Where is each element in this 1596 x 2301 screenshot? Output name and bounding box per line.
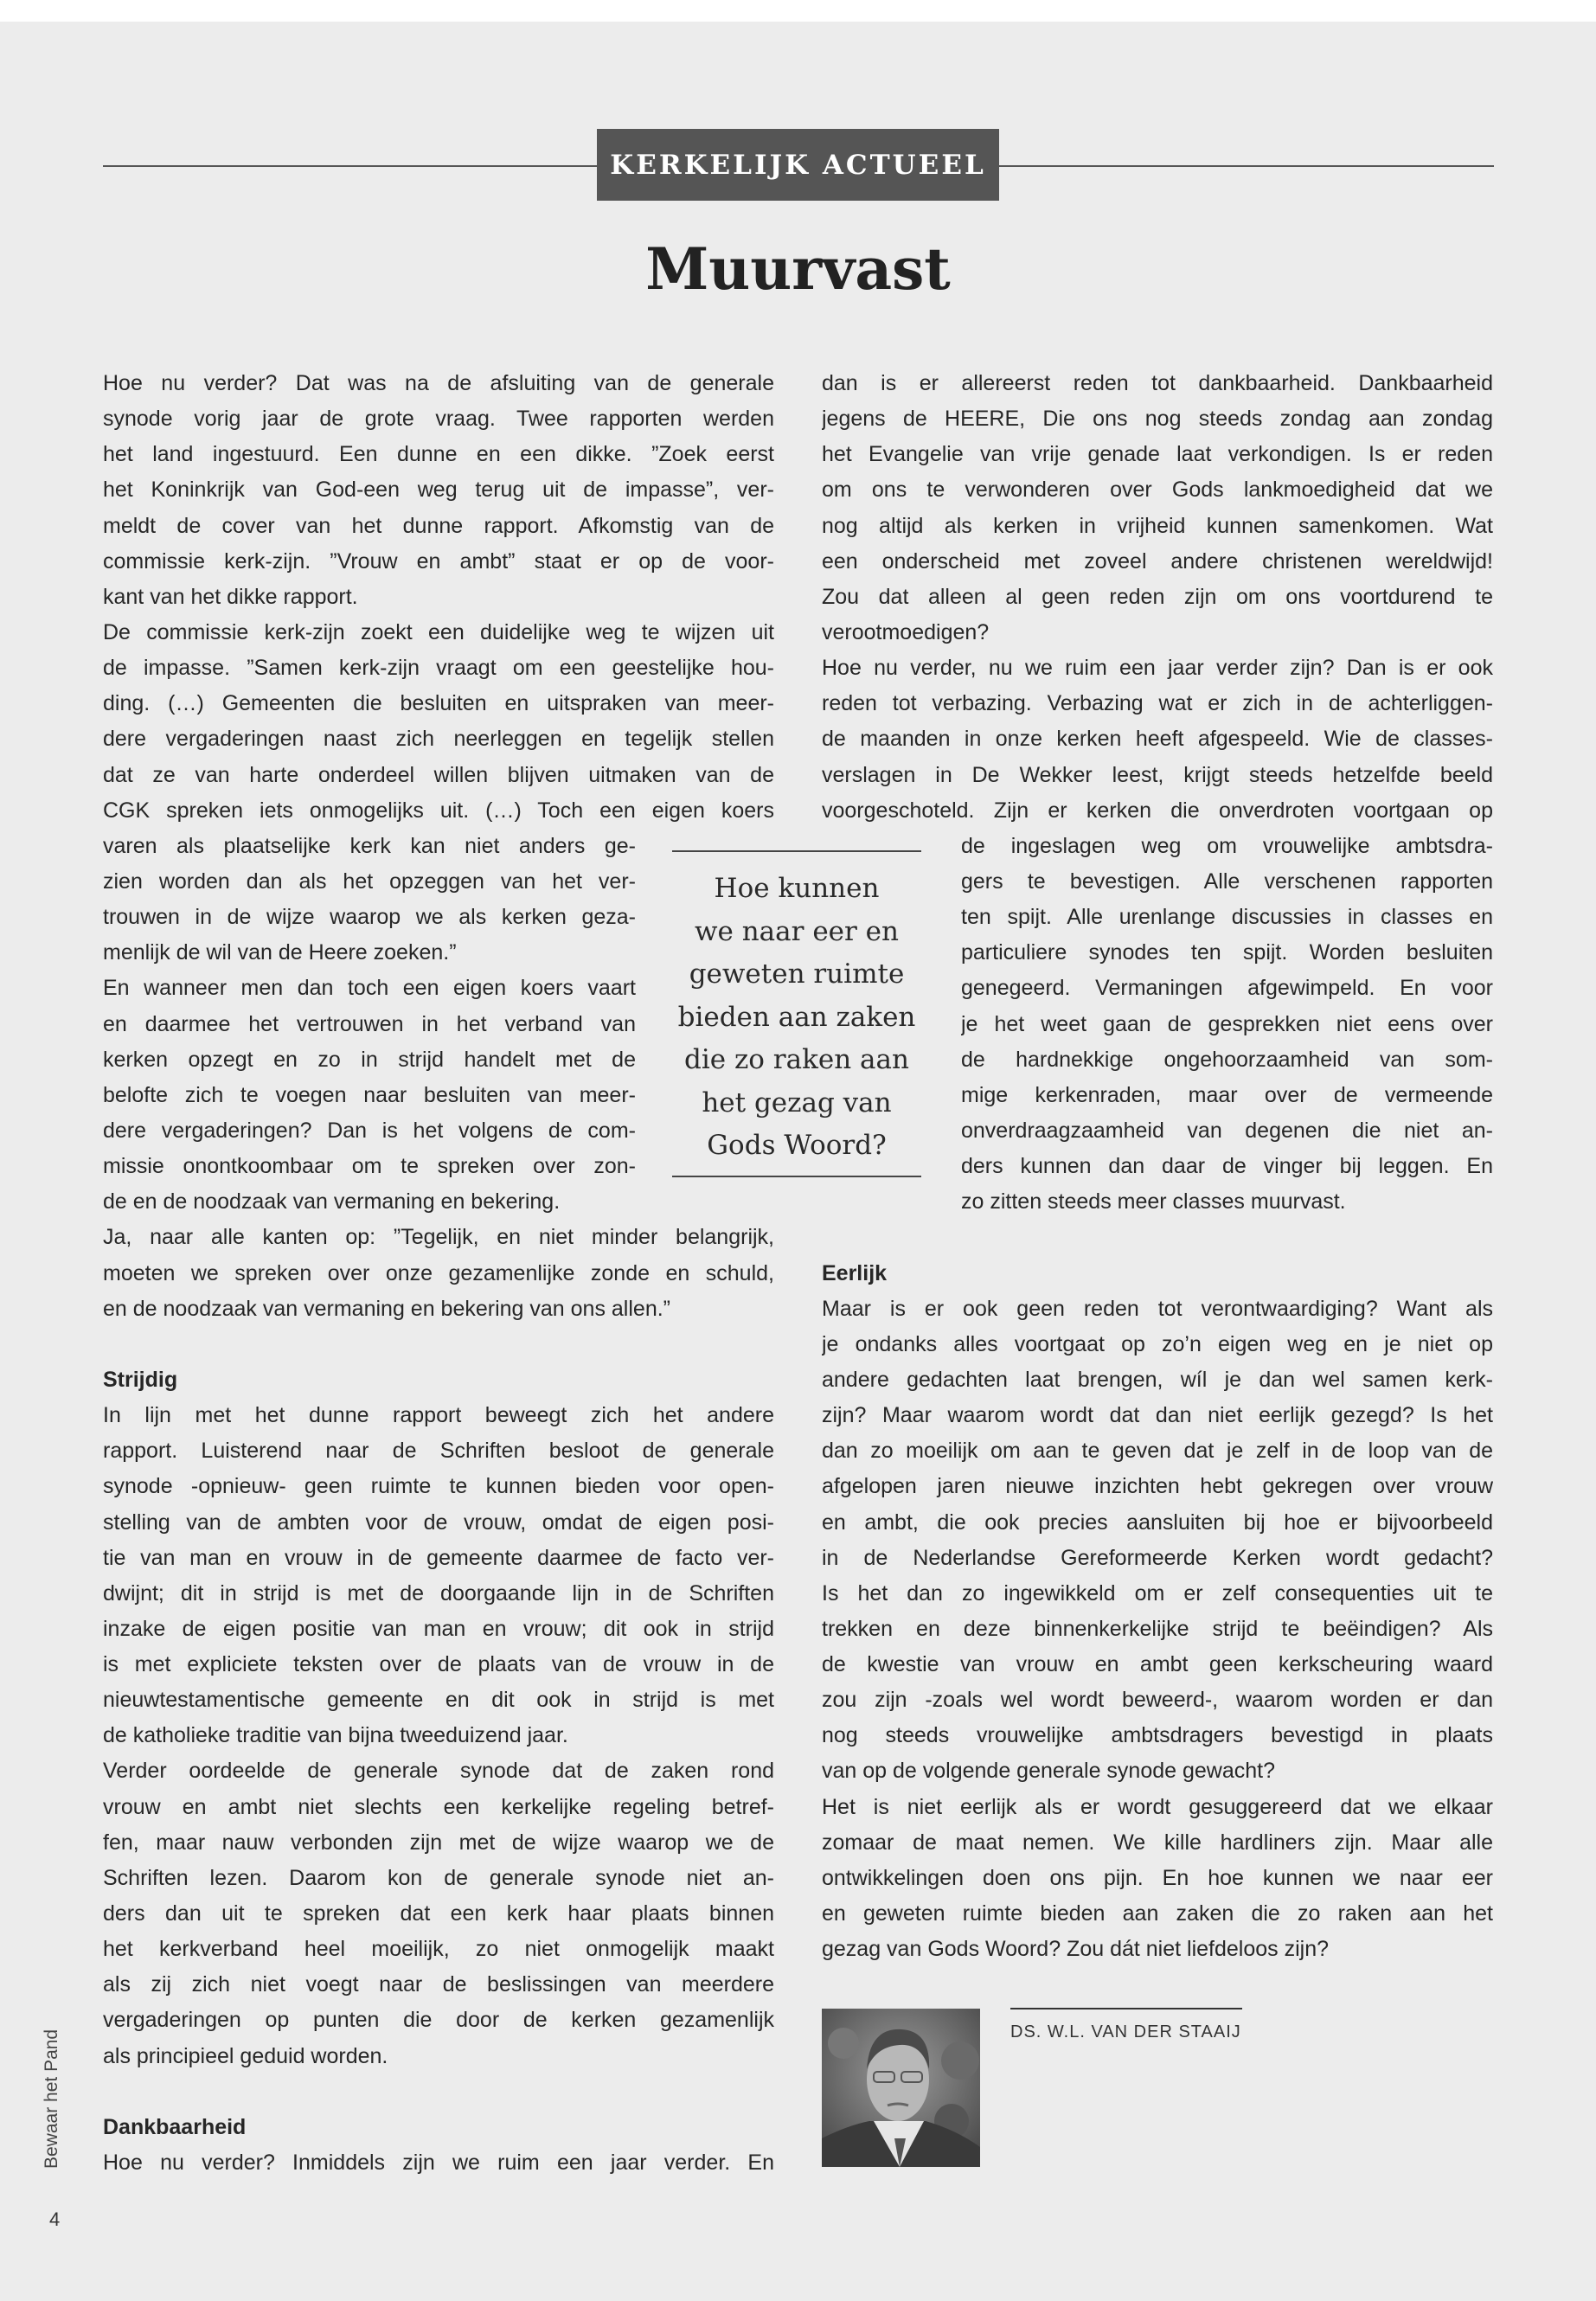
text-line: andere gedachten laat brengen, wíl je dan wel samen kerk- <box>822 1367 1493 1392</box>
text-line: zien worden dan als het opzeggen van het ver- <box>103 868 636 894</box>
text-line: trekken en deze binnenkerkelijke strijd te beëindigen? Als <box>822 1616 1493 1641</box>
text-line: rapport. Luisterend naar de Schriften besloot de generale <box>103 1439 774 1464</box>
text-line: Het is niet eerlijk als er wordt gesuggereerd dat we elkaar <box>822 1794 1493 1819</box>
text-line: Hoe nu verder? Dat was na de afsluiting van de generale <box>103 371 774 395</box>
text-line: gezag van Gods Woord? Zou dát niet liefdeloos zijn? <box>822 1937 1330 1962</box>
article-title: Muurvast <box>645 235 951 303</box>
text-line: als zij zich niet voegt naar de beslissingen van meerdere <box>103 1972 774 1997</box>
text-line: als principieel geduid worden. <box>103 2043 388 2068</box>
pull-quote-line: we naar eer en <box>694 915 899 947</box>
text-line: kant van het dikke rapport. <box>103 584 358 609</box>
text-line: dere vergaderingen naast zich neerleggen en tegelijk stellen <box>103 727 774 752</box>
text-line: CGK spreken iets onmogelijks uit. (…) Toch een eigen koers <box>103 798 774 823</box>
text-line: in de Nederlandse Gereformeerde Kerken wordt gedacht? <box>822 1545 1493 1570</box>
text-line: ders dan uit te spreken dat een kerk haar plaats binnen <box>103 1901 774 1926</box>
text-line: vergaderingen op punten die door de kerken gezamenlijk <box>103 2008 774 2033</box>
text-line: van op de volgende generale synode gewacht? <box>822 1759 1276 1784</box>
text-line: De commissie kerk-zijn zoekt een duidelijke weg te wijzen uit <box>103 619 774 644</box>
pull-quote <box>672 850 921 1177</box>
page-number: 4 <box>49 2208 61 2230</box>
text-line: particuliere synodes ten spijt. Worden besluiten <box>961 940 1493 965</box>
text-line: verootmoedigen? <box>822 619 990 644</box>
text-line: en daarmee het vertrouwen in het verband van <box>103 1011 636 1036</box>
text-line: mige kerkenraden, maar over de vermeende <box>961 1082 1493 1107</box>
text-line: de kwestie van vrouw en ambt geen kerkscheuring waard <box>822 1652 1493 1677</box>
text-line: de en de noodzaak van vermaning en bekering. <box>103 1189 561 1215</box>
text-line: ontwikkelingen doen ons pijn. En hoe kunnen we naar eer <box>822 1865 1493 1890</box>
text-line: het Evangelie van vrije genade laat verkondigen. Is er reden <box>822 442 1493 467</box>
header-rule-right <box>999 165 1494 167</box>
section-heading: Dankbaarheid <box>103 2114 247 2139</box>
text-line: het land ingestuurd. Een dunne en een dikke. ”Zoek eerst <box>103 442 774 467</box>
pull-quote-line: Gods Woord? <box>707 1130 887 1161</box>
text-line: kerken opzegt en zo in strijd handelt met de <box>103 1047 636 1072</box>
pull-quote-line: die zo raken aan <box>684 1044 909 1075</box>
text-line: dan is er allereerst reden tot dankbaarheid. Dankbaarheid <box>822 371 1493 395</box>
side-label: Bewaar het Pand <box>42 2029 61 2169</box>
text-line: synode -opnieuw- geen ruimte te kunnen bieden voor open- <box>103 1474 774 1499</box>
text-line: commissie kerk-zijn. ”Vrouw en ambt” staat er op de voor- <box>103 548 774 574</box>
text-line: vrouw en ambt niet slechts een kerkelijke regeling betref- <box>103 1794 774 1819</box>
text-line: de hardnekkige ongehoorzaamheid van som- <box>961 1047 1493 1072</box>
author-rule <box>1010 2008 1242 2009</box>
section-heading: Eerlijk <box>822 1260 888 1285</box>
text-line: reden tot verbazing. Verbazing wat er zich in de achterliggen- <box>822 691 1493 716</box>
text-line: belofte zich te voegen naar besluiten van meer- <box>103 1082 636 1107</box>
text-line: en ambt, die ook precies aansluiten bij hoe er bijvoorbeeld <box>822 1509 1493 1535</box>
text-line: dat ze van harte onderdeel willen blijven uitmaken van de <box>103 762 774 787</box>
text-line: Ja, naar alle kanten op: ”Tegelijk, en niet minder belangrijk, <box>103 1225 774 1250</box>
text-line: nog steeds vrouwelijke ambtsdragers bevestigd in plaats <box>822 1723 1493 1748</box>
text-line: genegeerd. Vermaningen afgewimpeld. En voor <box>961 976 1493 1001</box>
text-line: afgelopen jaren nieuwe inzichten hebt gekregen over vrouw <box>822 1474 1493 1499</box>
text-line: verslagen in De Wekker leest, krijgt steeds hetzelfde beeld <box>822 762 1493 787</box>
blank-line <box>103 2074 774 2110</box>
text-line: Maar is er ook geen reden tot verontwaardiging? Want als <box>822 1296 1493 1321</box>
text-line: zomaar de maat nemen. We kille hardliners zijn. Maar alle <box>822 1830 1493 1855</box>
text-line: je ondanks alles voortgaat op zo’n eigen weg en je niet op <box>822 1331 1493 1356</box>
header-rule-left <box>103 165 597 167</box>
text-line: Hoe nu verder? Inmiddels zijn we ruim een jaar verder. En <box>103 2150 774 2176</box>
text-line: de maanden in onze kerken heeft afgespeeld. Wie de classes- <box>822 727 1493 752</box>
text-line: de katholieke traditie van bijna tweeduizend jaar. <box>103 1723 568 1748</box>
author-photo <box>822 2009 980 2167</box>
text-line: de impasse. ”Samen kerk-zijn vraagt om een geestelijke hou- <box>103 656 774 681</box>
text-line: inzake de eigen positie van man en vrouw; dit ook in strijd <box>103 1616 774 1641</box>
text-line: ding. (…) Gemeenten die besluiten en uitspraken van meer- <box>103 691 774 716</box>
text-line: en de noodzaak van vermaning en bekering van ons allen.” <box>103 1296 670 1321</box>
section-heading: Strijdig <box>103 1367 178 1392</box>
text-line: dwijnt; dit in strijd is met de doorgaande lijn in de Schriften <box>103 1580 774 1606</box>
text-line: In lijn met het dunne rapport beweegt zich het andere <box>103 1403 774 1428</box>
text-line: een onderscheid met zoveel andere christenen wereldwijd! <box>822 548 1493 574</box>
text-line: missie onontkoombaar om te spreken over zon- <box>103 1154 636 1179</box>
top-margin <box>0 0 1596 22</box>
text-line: nieuwtestamentische gemeente en dit ook in strijd is met <box>103 1688 774 1713</box>
text-line: om ons te verwonderen over Gods lankmoedigheid dat we <box>822 478 1493 503</box>
text-line: Verder oordeelde de generale synode dat de zaken rond <box>103 1759 774 1784</box>
text-line: het Koninkrijk van God-een weg terug uit de impasse”, ver- <box>103 478 774 503</box>
text-line: ders kunnen dan daar de vinger bij leggen. En <box>961 1154 1493 1179</box>
pull-quote-line: het gezag van <box>702 1086 892 1118</box>
text-line: het kerkverband heel moeilijk, zo niet onmogelijk maakt <box>103 1937 774 1962</box>
text-line: zou zijn -zoals wel wordt beweerd-, waarom worden er dan <box>822 1688 1493 1713</box>
text-line: moeten we spreken over onze gezamenlijke zonde en schuld, <box>103 1260 774 1285</box>
text-line: zijn? Maar waarom wordt dat dan niet eerlijk gezegd? Is het <box>822 1403 1493 1428</box>
text-line: nog altijd als kerken in vrijheid kunnen samenkomen. Wat <box>822 513 1493 538</box>
text-line: dere vergaderingen? Dan is het volgens de com- <box>103 1118 636 1143</box>
text-line: de ingeslagen weg om vrouwelijke ambtsdra- <box>961 833 1493 858</box>
section-label: KERKELIJK ACTUEEL <box>597 129 999 201</box>
text-line: menlijk de wil van de Heere zoeken.” <box>103 940 457 965</box>
text-line: Zou dat alleen al geen reden zijn om ons voortdurend te <box>822 584 1493 609</box>
text-line: synode vorig jaar de grote vraag. Twee rapporten werden <box>103 407 774 432</box>
text-line: is met expliciete teksten over de plaats van de vrouw in de <box>103 1652 774 1677</box>
right-column <box>822 366 1493 1967</box>
text-line: varen als plaatselijke kerk kan niet anders ge- <box>103 833 636 858</box>
text-line: en geweten ruimte bieden aan zaken die zo raken aan het <box>822 1901 1493 1926</box>
text-line: ten spijt. Alle urenlange discussies in classes en <box>961 905 1493 930</box>
text-line: zo zitten steeds meer classes muurvast. <box>961 1189 1346 1215</box>
text-line: gers te bevestigen. Alle verschenen rapporten <box>961 868 1493 894</box>
text-line: onverdraagzaamheid van degenen die niet an- <box>961 1118 1493 1143</box>
text-line: Is het dan zo ingewikkeld om er zelf consequenties uit te <box>822 1580 1493 1606</box>
text-line: Hoe nu verder, nu we ruim een jaar verder zijn? Dan is er ook <box>822 656 1493 681</box>
text-line: dan zo moeilijk om aan te geven dat je zelf in de loop van de <box>822 1439 1493 1464</box>
text-line: je het weet gaan de gesprekken niet eens over <box>961 1011 1493 1036</box>
text-line: En wanneer men dan toch een eigen koers vaart <box>103 976 636 1001</box>
text-line: jegens de HEERE, Die ons nog steeds zondag aan zondag <box>822 407 1493 432</box>
blank-line <box>103 1327 774 1362</box>
pull-quote-line: geweten ruimte <box>689 958 905 990</box>
author-name: DS. W.L. VAN DER STAAIJ <box>1010 2022 1241 2041</box>
text-line: tie van man en vrouw in de gemeente daarmee de facto ver- <box>103 1545 774 1570</box>
text-line: voorgeschoteld. Zijn er kerken die onverdroten voortgaan op <box>822 798 1493 823</box>
left-column <box>103 366 774 2181</box>
blank-line <box>822 1220 1493 1255</box>
pull-quote-line: bieden aan zaken <box>677 1001 916 1033</box>
text-line: stelling van de ambten voor de vrouw, omdat de eigen posi- <box>103 1509 774 1535</box>
text-line: meldt de cover van het dunne rapport. Afkomstig van de <box>103 513 774 538</box>
pull-quote-line: Hoe kunnen <box>714 873 880 904</box>
text-line: fen, maar nauw verbonden zijn met de wijze waarop we de <box>103 1830 774 1855</box>
text-line: trouwen in de wijze waarop we als kerken geza- <box>103 905 636 930</box>
text-line: Schriften lezen. Daarom kon de generale synode niet an- <box>103 1865 774 1890</box>
